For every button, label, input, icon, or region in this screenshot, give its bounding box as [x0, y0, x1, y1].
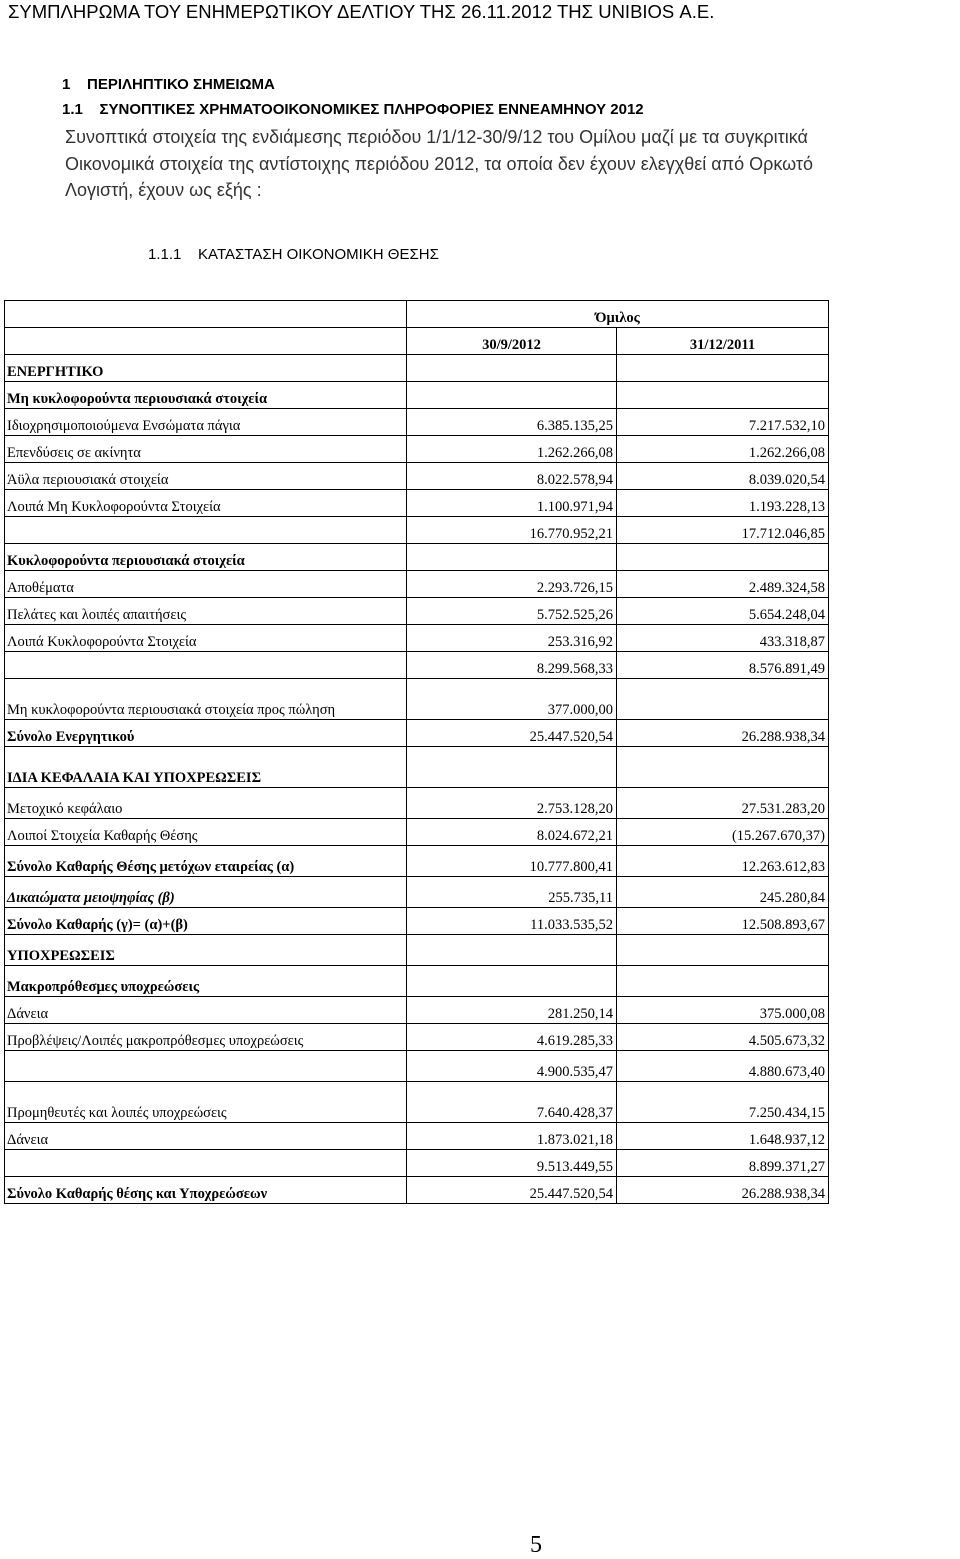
value-2011: 433.318,87 [617, 625, 829, 652]
table-row [5, 997, 829, 1024]
equity-shareholders-label: Σύνολο Καθαρής Θέσης μετόχων εταιρείας (α) [5, 846, 407, 877]
table-row [5, 935, 829, 966]
liabilities-title: ΥΠΟΧΡΕΩΣΕΙΣ [5, 935, 407, 966]
table-row [5, 846, 829, 877]
value-2011: (15.267.670,37) [617, 819, 829, 846]
table-row [5, 382, 829, 409]
row-label: Λοιπά Μη Κυκλοφορούντα Στοιχεία [5, 490, 407, 517]
table-row [5, 1177, 829, 1204]
grand-total-label: Σύνολο Καθαρής θέσης και Υποχρεώσεων [5, 1177, 407, 1204]
value-2012: 253.316,92 [407, 625, 617, 652]
row-label: Δάνεια [5, 1123, 407, 1150]
value-2011 [617, 679, 829, 720]
row-label: Μετοχικό κεφάλαιο [5, 788, 407, 819]
page-header: ΣΥΜΠΛΗΡΩΜΑ ΤΟΥ ΕΝΗΜΕΡΩΤΙΚΟΥ ΔΕΛΤΙΟΥ ΤΗΣ 26.11.2012 ΤΗΣ UNIBIOS Α.Ε. [8, 1, 715, 22]
row-label: Λοιποί Στοιχεία Καθαρής Θέσης [5, 819, 407, 846]
table-row [5, 328, 829, 355]
row-label: Προβλέψεις/Λοιπές μακροπρόθεσμες υποχρεώσεις [5, 1024, 407, 1051]
value-2011: 7.217.532,10 [617, 409, 829, 436]
total-equity-label: Σύνολο Καθαρής (γ)= (α)+(β) [5, 908, 407, 935]
minority-label: Δικαιώματα μειοψηφίας (β) [5, 877, 407, 908]
table-row [5, 355, 829, 382]
value-2011: 1.648.937,12 [617, 1123, 829, 1150]
intro-line-2: Οικονομικά στοιχεία της αντίστοιχης περιόδου 2012, τα οποία δεν έχουν ελεγχθεί από Ορκωτό [65, 153, 814, 174]
table-row [5, 1024, 829, 1051]
value-2012: 1.100.971,94 [407, 490, 617, 517]
table-row [5, 463, 829, 490]
table-row [5, 490, 829, 517]
table-row [5, 436, 829, 463]
table-row [5, 720, 829, 747]
table-row [5, 571, 829, 598]
column-header-2012: 30/9/2012 [407, 328, 617, 355]
value-2011: 8.039.020,54 [617, 463, 829, 490]
total-assets-2012: 25.447.520,54 [407, 720, 617, 747]
current-title: Κυκλοφορούντα περιουσιακά στοιχεία [5, 544, 407, 571]
section-1-heading [62, 76, 275, 93]
value-2011: 12.263.612,83 [617, 846, 829, 877]
longterm-total-2012: 4.900.535,47 [407, 1051, 617, 1082]
table-row [5, 966, 829, 997]
value-2011: 245.280,84 [617, 877, 829, 908]
financial-position-table [4, 300, 829, 1204]
section-1-number: 1 [62, 76, 71, 93]
table-row [5, 517, 829, 544]
value-2012: 281.250,14 [407, 997, 617, 1024]
value-2012: 11.033.535,52 [407, 908, 617, 935]
longterm-title: Μακροπρόθεσμες υποχρεώσεις [5, 966, 407, 997]
row-label: Προμηθευτές και λοιπές υποχρεώσεις [5, 1082, 407, 1123]
assets-title: ΕΝΕΡΓΗΤΙΚΟ [5, 355, 407, 382]
table-row [5, 544, 829, 571]
total-assets-2011: 26.288.938,34 [617, 720, 829, 747]
table-row [5, 301, 829, 328]
table-row [5, 908, 829, 935]
table-row [5, 788, 829, 819]
section-1-1-title: ΣΥΝΟΠΤΙΚΕΣ ΧΡΗΜΑΤΟΟΙΚΟΝΟΜΙΚΕΣ ΠΛΗΡΟΦΟΡΙΕΣ ΕΝΝΕΑΜΗΝΟΥ 2012 [99, 101, 644, 118]
section-1-1-number: 1.1 [62, 101, 83, 118]
row-label: Άϋλα περιουσιακά στοιχεία [5, 463, 407, 490]
table-row [5, 1123, 829, 1150]
table-row [5, 598, 829, 625]
value-2011: 5.654.248,04 [617, 598, 829, 625]
noncurrent-total-2011: 17.712.046,85 [617, 517, 829, 544]
row-label: Μη κυκλοφορούντα περιουσιακά στοιχεία προς πώληση [5, 679, 407, 720]
table-row [5, 679, 829, 720]
value-2012: 1.262.266,08 [407, 436, 617, 463]
table-row [5, 877, 829, 908]
value-2012: 8.024.672,21 [407, 819, 617, 846]
page-number: 5 [530, 1532, 542, 1558]
section-1-1-1-number: 1.1.1 [148, 246, 182, 263]
table-row [5, 652, 829, 679]
value-2012: 8.022.578,94 [407, 463, 617, 490]
section-1-1-heading [62, 101, 644, 118]
grand-total-2012: 25.447.520,54 [407, 1177, 617, 1204]
value-2011: 7.250.434,15 [617, 1082, 829, 1123]
value-2012: 2.753.128,20 [407, 788, 617, 819]
value-2012: 10.777.800,41 [407, 846, 617, 877]
noncurrent-total-2012: 16.770.952,21 [407, 517, 617, 544]
intro-line-3: Λογιστή, έχουν ως εξής : [65, 180, 262, 200]
group-header: Όμιλος [407, 301, 829, 328]
value-2012: 1.873.021,18 [407, 1123, 617, 1150]
value-2011: 1.262.266,08 [617, 436, 829, 463]
value-2012: 5.752.525,26 [407, 598, 617, 625]
row-label: Δάνεια [5, 997, 407, 1024]
value-2012: 4.619.285,33 [407, 1024, 617, 1051]
shortterm-total-2012: 9.513.449,55 [407, 1150, 617, 1177]
current-total-2011: 8.576.891,49 [617, 652, 829, 679]
value-2012: 2.293.726,15 [407, 571, 617, 598]
table-row [5, 1051, 829, 1082]
intro-paragraph [65, 124, 945, 204]
row-label: Επενδύσεις σε ακίνητα [5, 436, 407, 463]
section-1-1-1-heading [148, 246, 439, 263]
intro-line-1: Συνοπτικά στοιχεία της ενδιάμεσης περιόδου 1/1/12-30/9/12 του Ομίλου μαζί με τα συγκριτικά [65, 127, 808, 147]
value-2011: 2.489.324,58 [617, 571, 829, 598]
value-2011: 1.193.228,13 [617, 490, 829, 517]
table-row [5, 409, 829, 436]
table-row [5, 1082, 829, 1123]
value-2012: 7.640.428,37 [407, 1082, 617, 1123]
value-2011: 4.505.673,32 [617, 1024, 829, 1051]
equity-title: ΙΔΙΑ ΚΕΦΑΛΑΙΑ ΚΑΙ ΥΠΟΧΡΕΩΣΕΙΣ [5, 747, 407, 788]
row-label: Πελάτες και λοιπές απαιτήσεις [5, 598, 407, 625]
total-assets-label: Σύνολο Ενεργητικού [5, 720, 407, 747]
table-row [5, 625, 829, 652]
shortterm-total-2011: 8.899.371,27 [617, 1150, 829, 1177]
table-row [5, 747, 829, 788]
table-row [5, 1150, 829, 1177]
noncurrent-title: Μη κυκλοφορούντα περιουσιακά στοιχεία [5, 382, 407, 409]
value-2012: 377.000,00 [407, 679, 617, 720]
value-2011: 375.000,08 [617, 997, 829, 1024]
value-2011: 12.508.893,67 [617, 908, 829, 935]
section-1-1-1-title: ΚΑΤΑΣΤΑΣΗ ΟΙΚΟΝΟΜΙΚΗ ΘΕΣΗΣ [198, 246, 439, 263]
row-label: Λοιπά Κυκλοφορούντα Στοιχεία [5, 625, 407, 652]
column-header-2011: 31/12/2011 [617, 328, 829, 355]
value-2011: 27.531.283,20 [617, 788, 829, 819]
grand-total-2011: 26.288.938,34 [617, 1177, 829, 1204]
table-row [5, 819, 829, 846]
row-label: Ιδιοχρησιμοποιούμενα Ενσώματα πάγια [5, 409, 407, 436]
current-total-2012: 8.299.568,33 [407, 652, 617, 679]
section-1-title: ΠΕΡΙΛΗΠΤΙΚΟ ΣΗΜΕΙΩΜΑ [87, 76, 275, 93]
row-label: Αποθέματα [5, 571, 407, 598]
value-2012: 255.735,11 [407, 877, 617, 908]
longterm-total-2011: 4.880.673,40 [617, 1051, 829, 1082]
value-2012: 6.385.135,25 [407, 409, 617, 436]
